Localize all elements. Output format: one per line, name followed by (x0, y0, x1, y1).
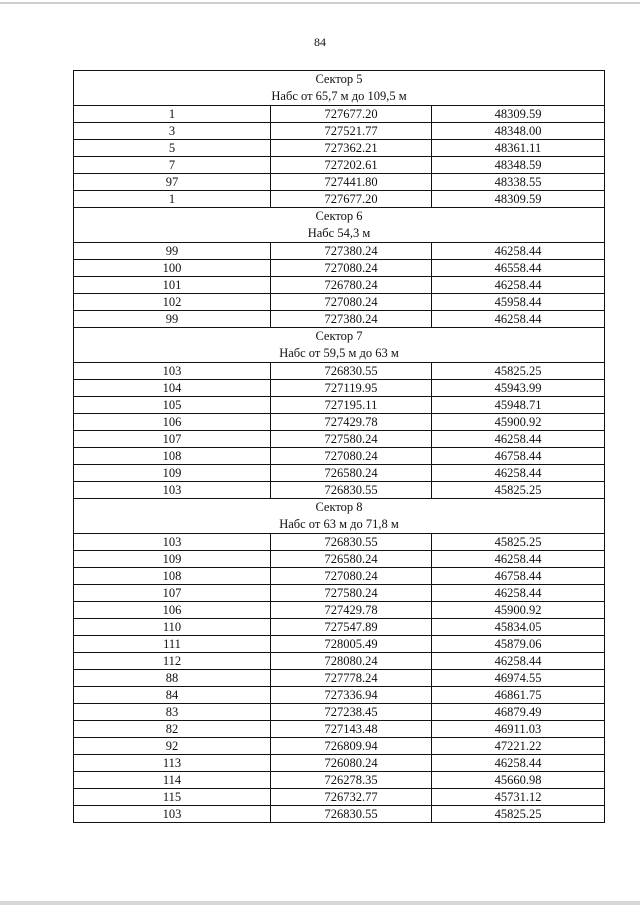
y-coordinate-cell: 46258.44 (432, 277, 605, 294)
sector-header-row (74, 208, 605, 243)
y-coordinate-cell: 45825.25 (432, 363, 605, 380)
y-coordinate-cell: 45660.98 (432, 772, 605, 789)
point-number-cell: 104 (74, 380, 271, 397)
y-coordinate-cell: 46911.03 (432, 721, 605, 738)
point-number-cell: 109 (74, 551, 271, 568)
y-coordinate-cell: 46974.55 (432, 670, 605, 687)
y-coordinate-cell: 45834.05 (432, 619, 605, 636)
table-row (74, 397, 605, 414)
point-number-cell: 110 (74, 619, 271, 636)
x-coordinate-cell: 726809.94 (271, 738, 432, 755)
x-coordinate-cell: 727080.24 (271, 260, 432, 277)
table-row (74, 602, 605, 619)
y-coordinate-cell: 45825.25 (432, 806, 605, 823)
table-row (74, 772, 605, 789)
point-number-cell: 103 (74, 482, 271, 499)
x-coordinate-cell: 727119.95 (271, 380, 432, 397)
y-coordinate-cell: 45879.06 (432, 636, 605, 653)
table-row (74, 106, 605, 123)
y-coordinate-cell: 46861.75 (432, 687, 605, 704)
x-coordinate-cell: 727202.61 (271, 157, 432, 174)
point-number-cell: 7 (74, 157, 271, 174)
table-row (74, 721, 605, 738)
y-coordinate-cell: 45731.12 (432, 789, 605, 806)
x-coordinate-cell: 726830.55 (271, 806, 432, 823)
x-coordinate-cell: 727080.24 (271, 448, 432, 465)
x-coordinate-cell: 727336.94 (271, 687, 432, 704)
x-coordinate-cell: 728005.49 (271, 636, 432, 653)
table-row (74, 380, 605, 397)
table-row (74, 414, 605, 431)
x-coordinate-cell: 727441.80 (271, 174, 432, 191)
table-row (74, 363, 605, 380)
point-number-cell: 111 (74, 636, 271, 653)
table-row (74, 670, 605, 687)
x-coordinate-cell: 726580.24 (271, 465, 432, 482)
y-coordinate-cell: 48348.00 (432, 123, 605, 140)
point-number-cell: 105 (74, 397, 271, 414)
y-coordinate-cell: 46258.44 (432, 755, 605, 772)
point-number-cell: 3 (74, 123, 271, 140)
point-number-cell: 112 (74, 653, 271, 670)
y-coordinate-cell: 46258.44 (432, 243, 605, 260)
x-coordinate-cell: 727677.20 (271, 191, 432, 208)
sector-title: Сектор 6 (315, 209, 363, 223)
table-row (74, 482, 605, 499)
point-number-cell: 92 (74, 738, 271, 755)
x-coordinate-cell: 727547.89 (271, 619, 432, 636)
y-coordinate-cell: 46258.44 (432, 585, 605, 602)
y-coordinate-cell: 45948.71 (432, 397, 605, 414)
x-coordinate-cell: 727362.21 (271, 140, 432, 157)
x-coordinate-cell: 726830.55 (271, 363, 432, 380)
x-coordinate-cell: 727080.24 (271, 568, 432, 585)
y-coordinate-cell: 46258.44 (432, 431, 605, 448)
x-coordinate-cell: 726830.55 (271, 534, 432, 551)
table-row (74, 431, 605, 448)
x-coordinate-cell: 727778.24 (271, 670, 432, 687)
point-number-cell: 103 (74, 363, 271, 380)
point-number-cell: 1 (74, 191, 271, 208)
point-number-cell: 113 (74, 755, 271, 772)
sector-title: Сектор 8 (315, 500, 363, 514)
y-coordinate-cell: 45958.44 (432, 294, 605, 311)
y-coordinate-cell: 48338.55 (432, 174, 605, 191)
sector-elevation: Набс от 63 м до 71,8 м (279, 517, 399, 531)
point-number-cell: 83 (74, 704, 271, 721)
y-coordinate-cell: 48348.59 (432, 157, 605, 174)
table-row (74, 191, 605, 208)
table-row (74, 789, 605, 806)
y-coordinate-cell: 46758.44 (432, 568, 605, 585)
scan-bottom-edge (0, 901, 640, 905)
table-row (74, 294, 605, 311)
point-number-cell: 107 (74, 431, 271, 448)
sector-title: Сектор 5 (315, 72, 363, 86)
table-row (74, 636, 605, 653)
x-coordinate-cell: 726732.77 (271, 789, 432, 806)
point-number-cell: 108 (74, 448, 271, 465)
point-number-cell: 88 (74, 670, 271, 687)
point-number-cell: 106 (74, 414, 271, 431)
scan-top-edge (0, 2, 640, 4)
table-row (74, 551, 605, 568)
table-row (74, 243, 605, 260)
point-number-cell: 101 (74, 277, 271, 294)
y-coordinate-cell: 45825.25 (432, 534, 605, 551)
point-number-cell: 99 (74, 243, 271, 260)
point-number-cell: 109 (74, 465, 271, 482)
x-coordinate-cell: 727195.11 (271, 397, 432, 414)
x-coordinate-cell: 727677.20 (271, 106, 432, 123)
y-coordinate-cell: 46258.44 (432, 465, 605, 482)
point-number-cell: 107 (74, 585, 271, 602)
point-number-cell: 102 (74, 294, 271, 311)
table-row (74, 619, 605, 636)
point-number-cell: 100 (74, 260, 271, 277)
sector-elevation: Набс от 65,7 м до 109,5 м (271, 89, 407, 103)
x-coordinate-cell: 727580.24 (271, 431, 432, 448)
page-number: 84 (314, 35, 326, 49)
table-row (74, 448, 605, 465)
y-coordinate-cell: 47221.22 (432, 738, 605, 755)
point-number-cell: 106 (74, 602, 271, 619)
point-number-cell: 99 (74, 311, 271, 328)
point-number-cell: 115 (74, 789, 271, 806)
x-coordinate-cell: 726830.55 (271, 482, 432, 499)
sector-title: Сектор 7 (315, 329, 363, 343)
y-coordinate-cell: 46258.44 (432, 311, 605, 328)
table-row (74, 806, 605, 823)
x-coordinate-cell: 726278.35 (271, 772, 432, 789)
x-coordinate-cell: 727380.24 (271, 311, 432, 328)
x-coordinate-cell: 727080.24 (271, 294, 432, 311)
y-coordinate-cell: 48309.59 (432, 191, 605, 208)
x-coordinate-cell: 727238.45 (271, 704, 432, 721)
sector-header (74, 499, 605, 534)
table-row (74, 687, 605, 704)
y-coordinate-cell: 46879.49 (432, 704, 605, 721)
x-coordinate-cell: 726080.24 (271, 755, 432, 772)
x-coordinate-cell: 726780.24 (271, 277, 432, 294)
sector-header (74, 71, 605, 106)
x-coordinate-cell: 727580.24 (271, 585, 432, 602)
point-number-cell: 97 (74, 174, 271, 191)
table-row (74, 534, 605, 551)
sector-header (74, 208, 605, 243)
table-row (74, 260, 605, 277)
x-coordinate-cell: 726580.24 (271, 551, 432, 568)
x-coordinate-cell: 728080.24 (271, 653, 432, 670)
y-coordinate-cell: 45900.92 (432, 414, 605, 431)
table-row (74, 277, 605, 294)
y-coordinate-cell: 46258.44 (432, 551, 605, 568)
sector-elevation: Набс 54,3 м (307, 226, 371, 240)
x-coordinate-cell: 727143.48 (271, 721, 432, 738)
x-coordinate-cell: 727521.77 (271, 123, 432, 140)
point-number-cell: 103 (74, 806, 271, 823)
sector-header (74, 328, 605, 363)
table-row (74, 311, 605, 328)
point-number-cell: 1 (74, 106, 271, 123)
sector-header-row (74, 71, 605, 106)
y-coordinate-cell: 48309.59 (432, 106, 605, 123)
table-row (74, 585, 605, 602)
y-coordinate-cell: 46558.44 (432, 260, 605, 277)
table-row (74, 653, 605, 670)
table-row (74, 704, 605, 721)
table-row (74, 568, 605, 585)
point-number-cell: 84 (74, 687, 271, 704)
point-number-cell: 108 (74, 568, 271, 585)
x-coordinate-cell: 727429.78 (271, 414, 432, 431)
sector-header-row (74, 499, 605, 534)
coordinates-table-body (74, 71, 605, 823)
coordinates-table (73, 70, 605, 823)
x-coordinate-cell: 727380.24 (271, 243, 432, 260)
table-row (74, 465, 605, 482)
table-row (74, 140, 605, 157)
table-row (74, 174, 605, 191)
table-row (74, 123, 605, 140)
x-coordinate-cell: 727429.78 (271, 602, 432, 619)
y-coordinate-cell: 45943.99 (432, 380, 605, 397)
sector-elevation: Набс от 59,5 м до 63 м (279, 346, 399, 360)
point-number-cell: 82 (74, 721, 271, 738)
point-number-cell: 114 (74, 772, 271, 789)
table-row (74, 755, 605, 772)
y-coordinate-cell: 46258.44 (432, 653, 605, 670)
table-row (74, 738, 605, 755)
table-row (74, 157, 605, 174)
y-coordinate-cell: 45900.92 (432, 602, 605, 619)
point-number-cell: 103 (74, 534, 271, 551)
y-coordinate-cell: 45825.25 (432, 482, 605, 499)
y-coordinate-cell: 48361.11 (432, 140, 605, 157)
y-coordinate-cell: 46758.44 (432, 448, 605, 465)
sector-header-row (74, 328, 605, 363)
point-number-cell: 5 (74, 140, 271, 157)
